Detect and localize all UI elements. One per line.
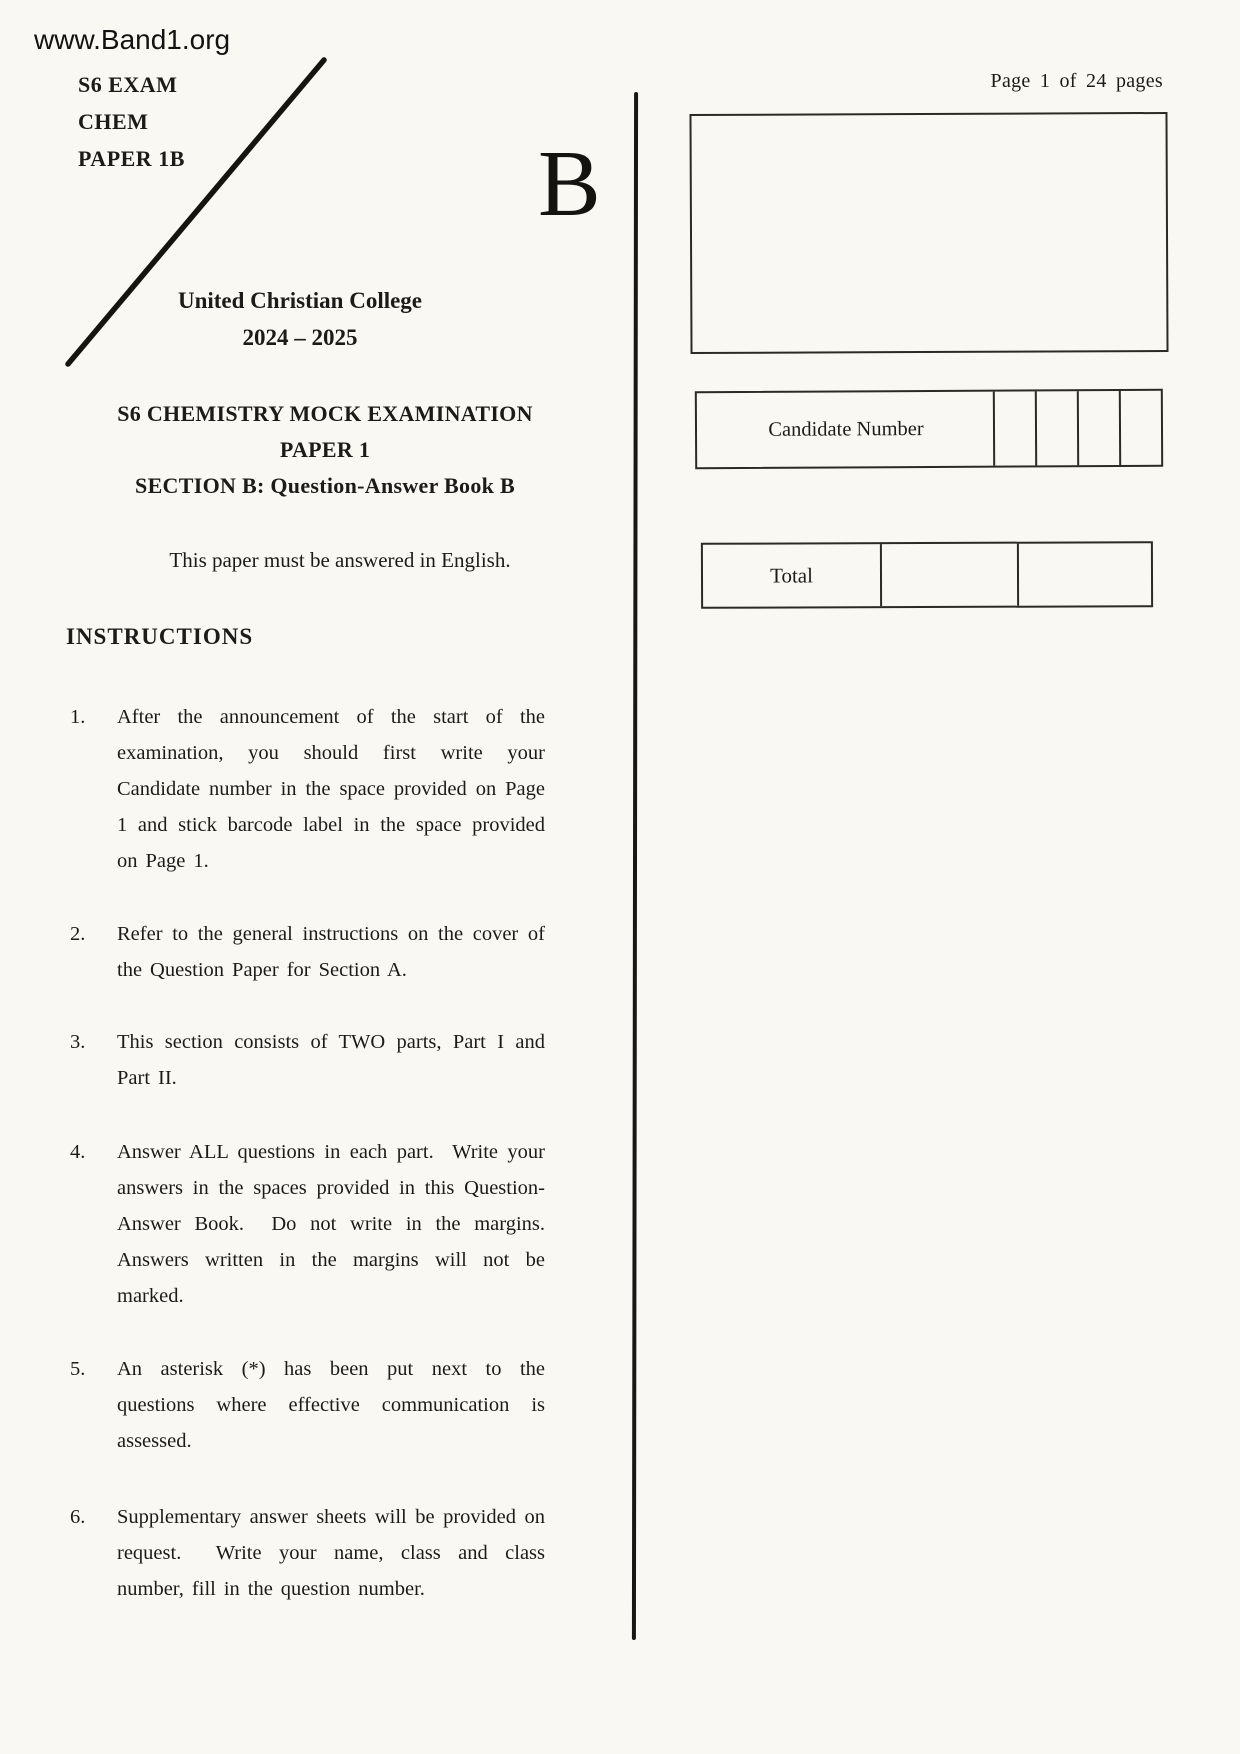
school-year: 2024 – 2025 xyxy=(242,325,358,350)
instruction-item-2 xyxy=(70,916,553,988)
instruction-number: 6. xyxy=(70,1506,86,1528)
candidate-cell-divider xyxy=(1119,391,1121,465)
instruction-number: 2. xyxy=(70,923,86,945)
barcode-label-box xyxy=(689,112,1168,354)
language-notice: This paper must be answered in English. xyxy=(169,548,511,572)
instruction-text: This section consists of TWO parts, Part I and Part II. xyxy=(117,1031,553,1089)
exam-title-block xyxy=(70,396,580,504)
instructions-heading: INSTRUCTIONS xyxy=(66,624,254,649)
exam-title-line-2: PAPER 1 xyxy=(279,437,371,462)
instruction-text: Refer to the general instructions on the cover of the Question Paper for Section A. xyxy=(117,923,553,981)
total-cell-divider xyxy=(1017,544,1019,606)
total-cell-divider xyxy=(880,544,882,606)
school-name: United Christian College xyxy=(177,288,423,313)
column-divider-line xyxy=(632,92,638,1640)
watermark-text: www.Band1.org xyxy=(34,24,231,55)
instruction-item-5 xyxy=(70,1351,553,1459)
instruction-number: 1. xyxy=(70,706,86,728)
instruction-item-1 xyxy=(70,699,553,879)
exam-code-line-1: S6 EXAM xyxy=(78,72,178,97)
exam-title-line-3: SECTION B: Question-Answer Book B xyxy=(135,473,515,498)
page-indicator: Page 1 of 24 pages xyxy=(990,70,1163,92)
school-block xyxy=(60,282,540,356)
instruction-item-4 xyxy=(70,1134,561,1314)
candidate-cell-divider xyxy=(993,392,995,466)
book-letter-b: B xyxy=(538,132,601,236)
instruction-text: After the announcement of the start of the examination, you should first write your Candidate number in the space provided on Page 1 and stick barcode label in the space provided on Page 1. xyxy=(117,706,553,872)
candidate-number-label: Candidate Number xyxy=(768,417,924,441)
instruction-item-6 xyxy=(70,1499,553,1607)
exam-code-line-3: PAPER 1B xyxy=(78,146,185,171)
instruction-text: Supplementary answer sheets will be provided on request. Write your name, class and class number, fill in the question number. xyxy=(117,1506,553,1600)
instruction-text: An asterisk (*) has been put next to the questions where effective communication is assessed. xyxy=(117,1358,553,1452)
candidate-number-box xyxy=(695,389,1163,469)
instruction-item-3 xyxy=(70,1024,553,1096)
instruction-number: 3. xyxy=(70,1031,86,1053)
candidate-cell-divider xyxy=(1035,391,1037,465)
instruction-text: Answer ALL questions in each part. Write your answers in the spaces provided in this Question-Answer Book. Do not write in the margins. Answers written in the margins will not be marked. xyxy=(117,1141,561,1307)
total-marks-box xyxy=(701,541,1153,609)
exam-code-line-2: CHEM xyxy=(78,109,149,134)
instruction-number: 5. xyxy=(70,1358,86,1380)
total-label: Total xyxy=(770,562,813,588)
exam-title-line-1: S6 CHEMISTRY MOCK EXAMINATION xyxy=(117,401,533,426)
candidate-cell-divider xyxy=(1077,391,1079,465)
instruction-number: 4. xyxy=(70,1141,86,1163)
